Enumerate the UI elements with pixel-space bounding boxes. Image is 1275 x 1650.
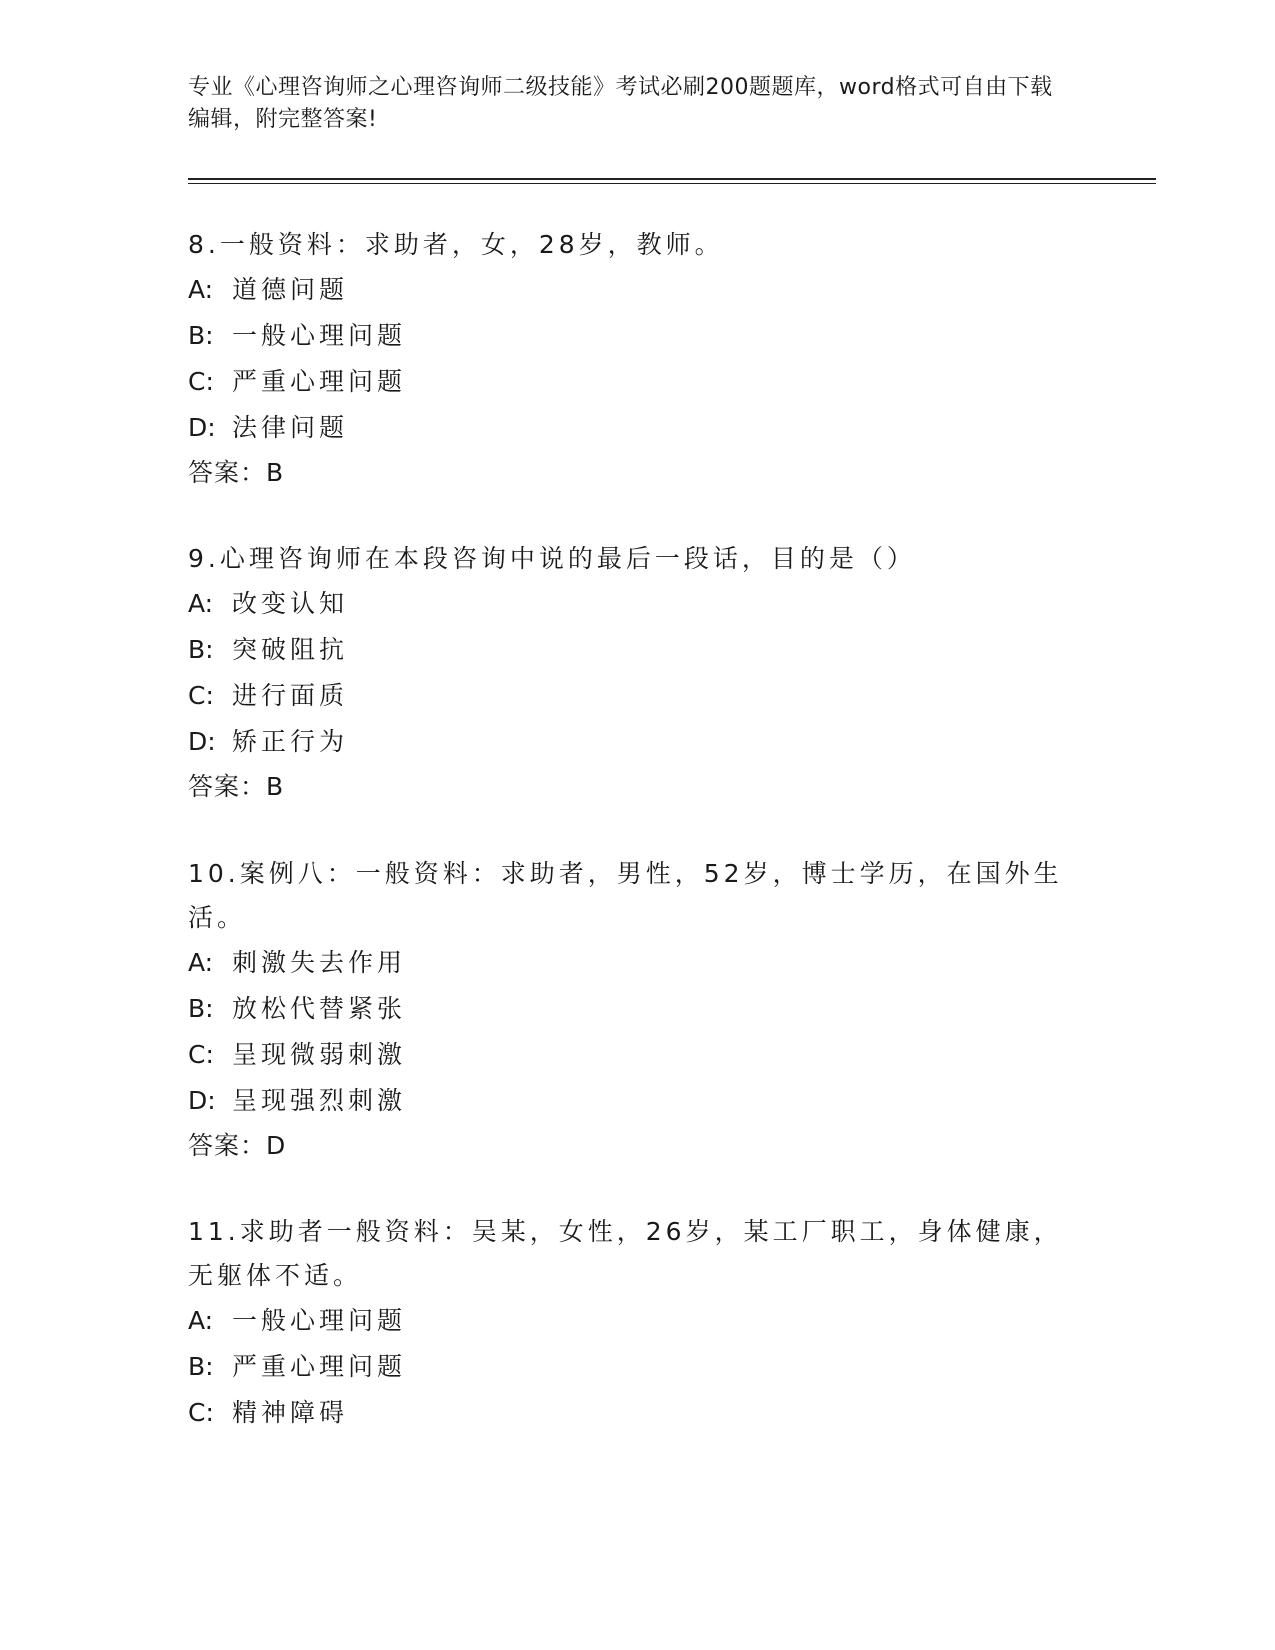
answer: 答案：B bbox=[188, 458, 285, 487]
option-text: 呈现强烈刺激 bbox=[232, 1086, 407, 1115]
option-d bbox=[188, 1078, 1088, 1124]
option-text: 呈现微弱刺激 bbox=[232, 1040, 407, 1069]
question-stem: 11.求助者一般资料：吴某，女性，26岁，某工厂职工，身体健康，无躯体不适。 bbox=[188, 1217, 1063, 1290]
question-8 bbox=[188, 223, 1088, 495]
option-letter: C: bbox=[188, 1040, 214, 1069]
option-letter: D: bbox=[188, 1086, 216, 1115]
option-letter: C: bbox=[188, 367, 214, 396]
option-letter: A: bbox=[188, 275, 214, 304]
option-d bbox=[188, 719, 1088, 765]
option-text: 道德问题 bbox=[232, 275, 349, 304]
question-stem: 9.心理咨询师在本段咨询中说的最后一段话，目的是（） bbox=[188, 544, 916, 573]
option-b bbox=[188, 986, 1088, 1032]
question-stem: 8.一般资料：求助者，女，28岁，教师。 bbox=[188, 230, 724, 259]
option-text: 突破阻抗 bbox=[232, 635, 349, 664]
option-c bbox=[188, 359, 1088, 405]
header-divider bbox=[188, 178, 1156, 184]
option-letter: D: bbox=[188, 727, 216, 756]
option-a bbox=[188, 1298, 1088, 1344]
option-b bbox=[188, 1344, 1088, 1390]
option-text: 精神障碍 bbox=[232, 1398, 349, 1427]
option-text: 严重心理问题 bbox=[232, 367, 407, 396]
answer: 答案：D bbox=[188, 1131, 287, 1160]
option-letter: B: bbox=[188, 994, 214, 1023]
option-letter: B: bbox=[188, 1352, 214, 1381]
option-text: 法律问题 bbox=[232, 413, 349, 442]
option-b bbox=[188, 313, 1088, 359]
document-intro: 专业《心理咨询师之心理咨询师二级技能》考试必刷200题题库，word格式可自由下载编辑，附完整答案! bbox=[188, 75, 1053, 132]
option-d bbox=[188, 405, 1088, 451]
option-text: 矫正行为 bbox=[232, 727, 349, 756]
option-letter: B: bbox=[188, 635, 214, 664]
option-b bbox=[188, 627, 1088, 673]
option-text: 放松代替紧张 bbox=[232, 994, 407, 1023]
option-text: 改变认知 bbox=[232, 589, 349, 618]
answer: 答案：B bbox=[188, 772, 285, 801]
option-a bbox=[188, 581, 1088, 627]
option-letter: A: bbox=[188, 1306, 214, 1335]
option-a bbox=[188, 267, 1088, 313]
option-a bbox=[188, 940, 1088, 986]
option-text: 一般心理问题 bbox=[232, 321, 407, 350]
option-c bbox=[188, 1390, 1088, 1436]
option-letter: C: bbox=[188, 681, 214, 710]
option-text: 进行面质 bbox=[232, 681, 349, 710]
option-text: 刺激失去作用 bbox=[232, 948, 407, 977]
option-letter: B: bbox=[188, 321, 214, 350]
option-letter: D: bbox=[188, 413, 216, 442]
question-9 bbox=[188, 537, 1088, 809]
option-letter: A: bbox=[188, 948, 214, 977]
question-11 bbox=[188, 1210, 1088, 1436]
option-text: 严重心理问题 bbox=[232, 1352, 407, 1381]
question-stem: 10.案例八：一般资料：求助者，男性，52岁，博士学历，在国外生活。 bbox=[188, 859, 1063, 932]
option-c bbox=[188, 1032, 1088, 1078]
option-letter: C: bbox=[188, 1398, 214, 1427]
question-10 bbox=[188, 852, 1088, 1168]
option-text: 一般心理问题 bbox=[232, 1306, 407, 1335]
option-letter: A: bbox=[188, 589, 214, 618]
option-c bbox=[188, 673, 1088, 719]
